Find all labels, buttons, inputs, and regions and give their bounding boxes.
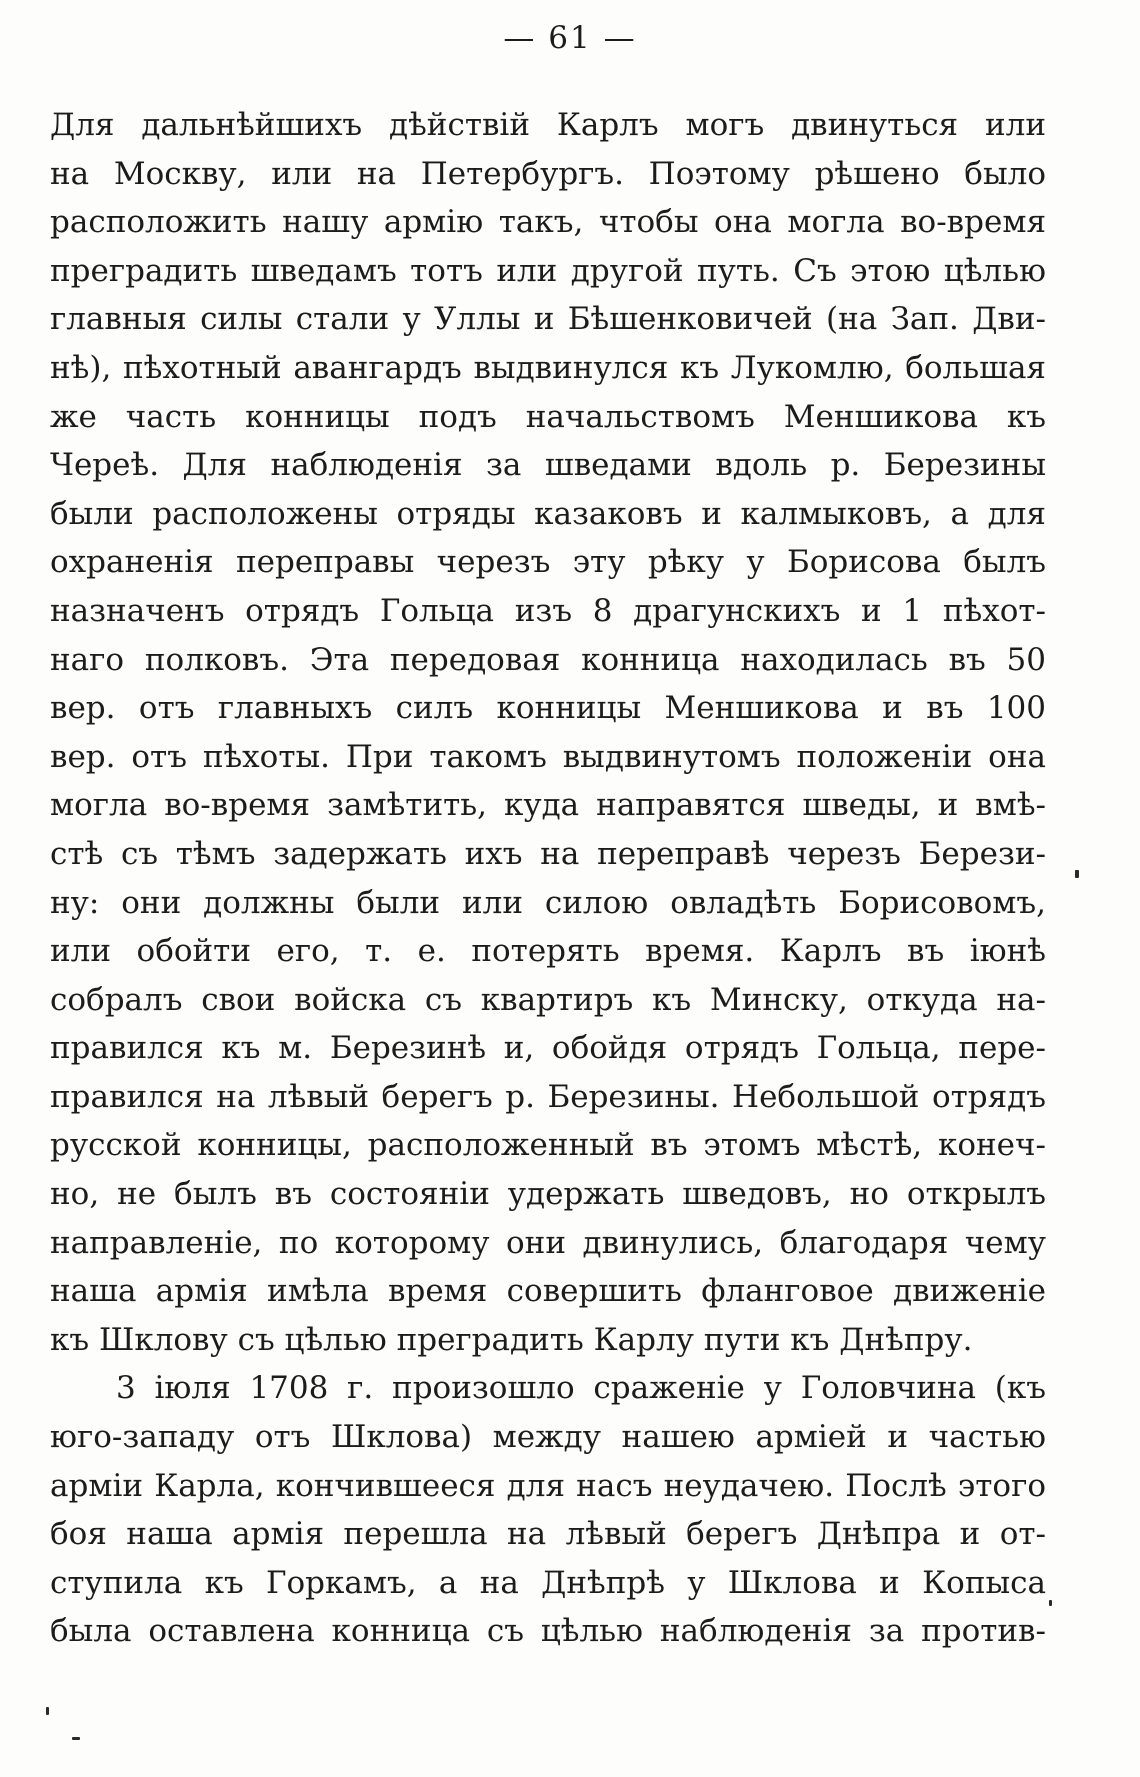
text-line: преградить шведамъ тотъ или другой путь. Съ этою цѣлью bbox=[50, 252, 1046, 289]
text-line: русской конницы, расположенный въ этомъ мѣстѣ, конеч- bbox=[50, 1127, 1046, 1164]
text-line: были расположены отряды казаковъ и калмыковъ, а для bbox=[50, 495, 1046, 532]
text-line: собралъ свои войска съ квартиръ къ Минску, откуда на- bbox=[50, 981, 1046, 1018]
text-line: была оставлена конница съ цѣлью наблюденія за против- bbox=[50, 1613, 1046, 1650]
body-text bbox=[50, 101, 1046, 1656]
scan-speck bbox=[1049, 1600, 1052, 1606]
text-line: же часть конницы подъ начальствомъ Меншикова къ bbox=[50, 398, 1046, 435]
text-line: боя наша армія перешла на лѣвый берегъ Днѣпра и от- bbox=[50, 1516, 1046, 1553]
text-line: наша армія имѣла время совершить фланговое движеніе bbox=[50, 1273, 1046, 1310]
text-line: расположить нашу армію такъ, чтобы она могла во-время bbox=[50, 204, 1046, 241]
text-line: наго полковъ. Эта передовая конница находилась въ 50 bbox=[50, 641, 1046, 678]
text-line: правился къ м. Березинѣ и, обойдя отрядъ Гольца, пере- bbox=[50, 1030, 1046, 1067]
text-line: нѣ), пѣхотный авангардъ выдвинулся къ Лукомлю, большая bbox=[50, 349, 1046, 386]
text-line: главныя силы стали у Уллы и Бѣшенковичей (на Зап. Дви- bbox=[50, 301, 1046, 338]
scan-speck bbox=[72, 1737, 80, 1740]
text-line: ну: они должны были или силою овладѣть Борисовомъ, bbox=[50, 884, 1046, 921]
text-line: вер. отъ главныхъ силъ конницы Меншикова и въ 100 bbox=[50, 690, 1046, 727]
text-line: назначенъ отрядъ Гольца изъ 8 драгунскихъ и 1 пѣхот- bbox=[50, 592, 1046, 629]
text-line: ступила къ Горкамъ, а на Днѣпрѣ у Шклова и Копыса bbox=[50, 1564, 1046, 1601]
text-line: могла во-время замѣтить, куда направятся шведы, и вмѣ- bbox=[50, 787, 1046, 824]
text-line: на Москву, или на Петербургъ. Поэтому рѣшено было bbox=[50, 155, 1046, 192]
text-line: 3 іюля 1708 г. произошло сраженіе у Головчина (къ bbox=[116, 1370, 1046, 1407]
text-line: вер. отъ пѣхоты. При такомъ выдвинутомъ положеніи она bbox=[50, 738, 1046, 775]
text-line: направленіе, по которому они двинулись, благодаря чему bbox=[50, 1224, 1046, 1261]
text-line: правился на лѣвый берегъ р. Березины. Небольшой отрядъ bbox=[50, 1078, 1046, 1115]
page-number: — 61 — bbox=[503, 20, 637, 56]
text-line: къ Шклову съ цѣлью преградить Карлу пути къ Днѣпру. bbox=[50, 1321, 973, 1358]
text-line: Для дальнѣйшихъ дѣйствій Карлъ могъ двинуться или bbox=[50, 107, 1046, 143]
text-line: Череѣ. Для наблюденія за шведами вдоль р. Березины bbox=[50, 447, 1046, 484]
text-line: но, не былъ въ состояніи удержать шведовъ, но открылъ bbox=[50, 1176, 1046, 1213]
text-line: стѣ съ тѣмъ задержать ихъ на переправѣ черезъ Берези- bbox=[50, 835, 1046, 872]
text-line: арміи Карла, кончившееся для насъ неудачею. Послѣ этого bbox=[50, 1467, 1046, 1504]
scan-speck bbox=[1075, 870, 1079, 878]
text-line: охраненія переправы черезъ эту рѣку у Борисова былъ bbox=[50, 544, 1046, 581]
text-line: юго-западу отъ Шклова) между нашею арміей и частью bbox=[50, 1419, 1046, 1456]
scan-speck bbox=[46, 1707, 49, 1715]
text-line: или обойти его, т. е. потерять время. Карлъ въ іюнѣ bbox=[50, 933, 1046, 970]
